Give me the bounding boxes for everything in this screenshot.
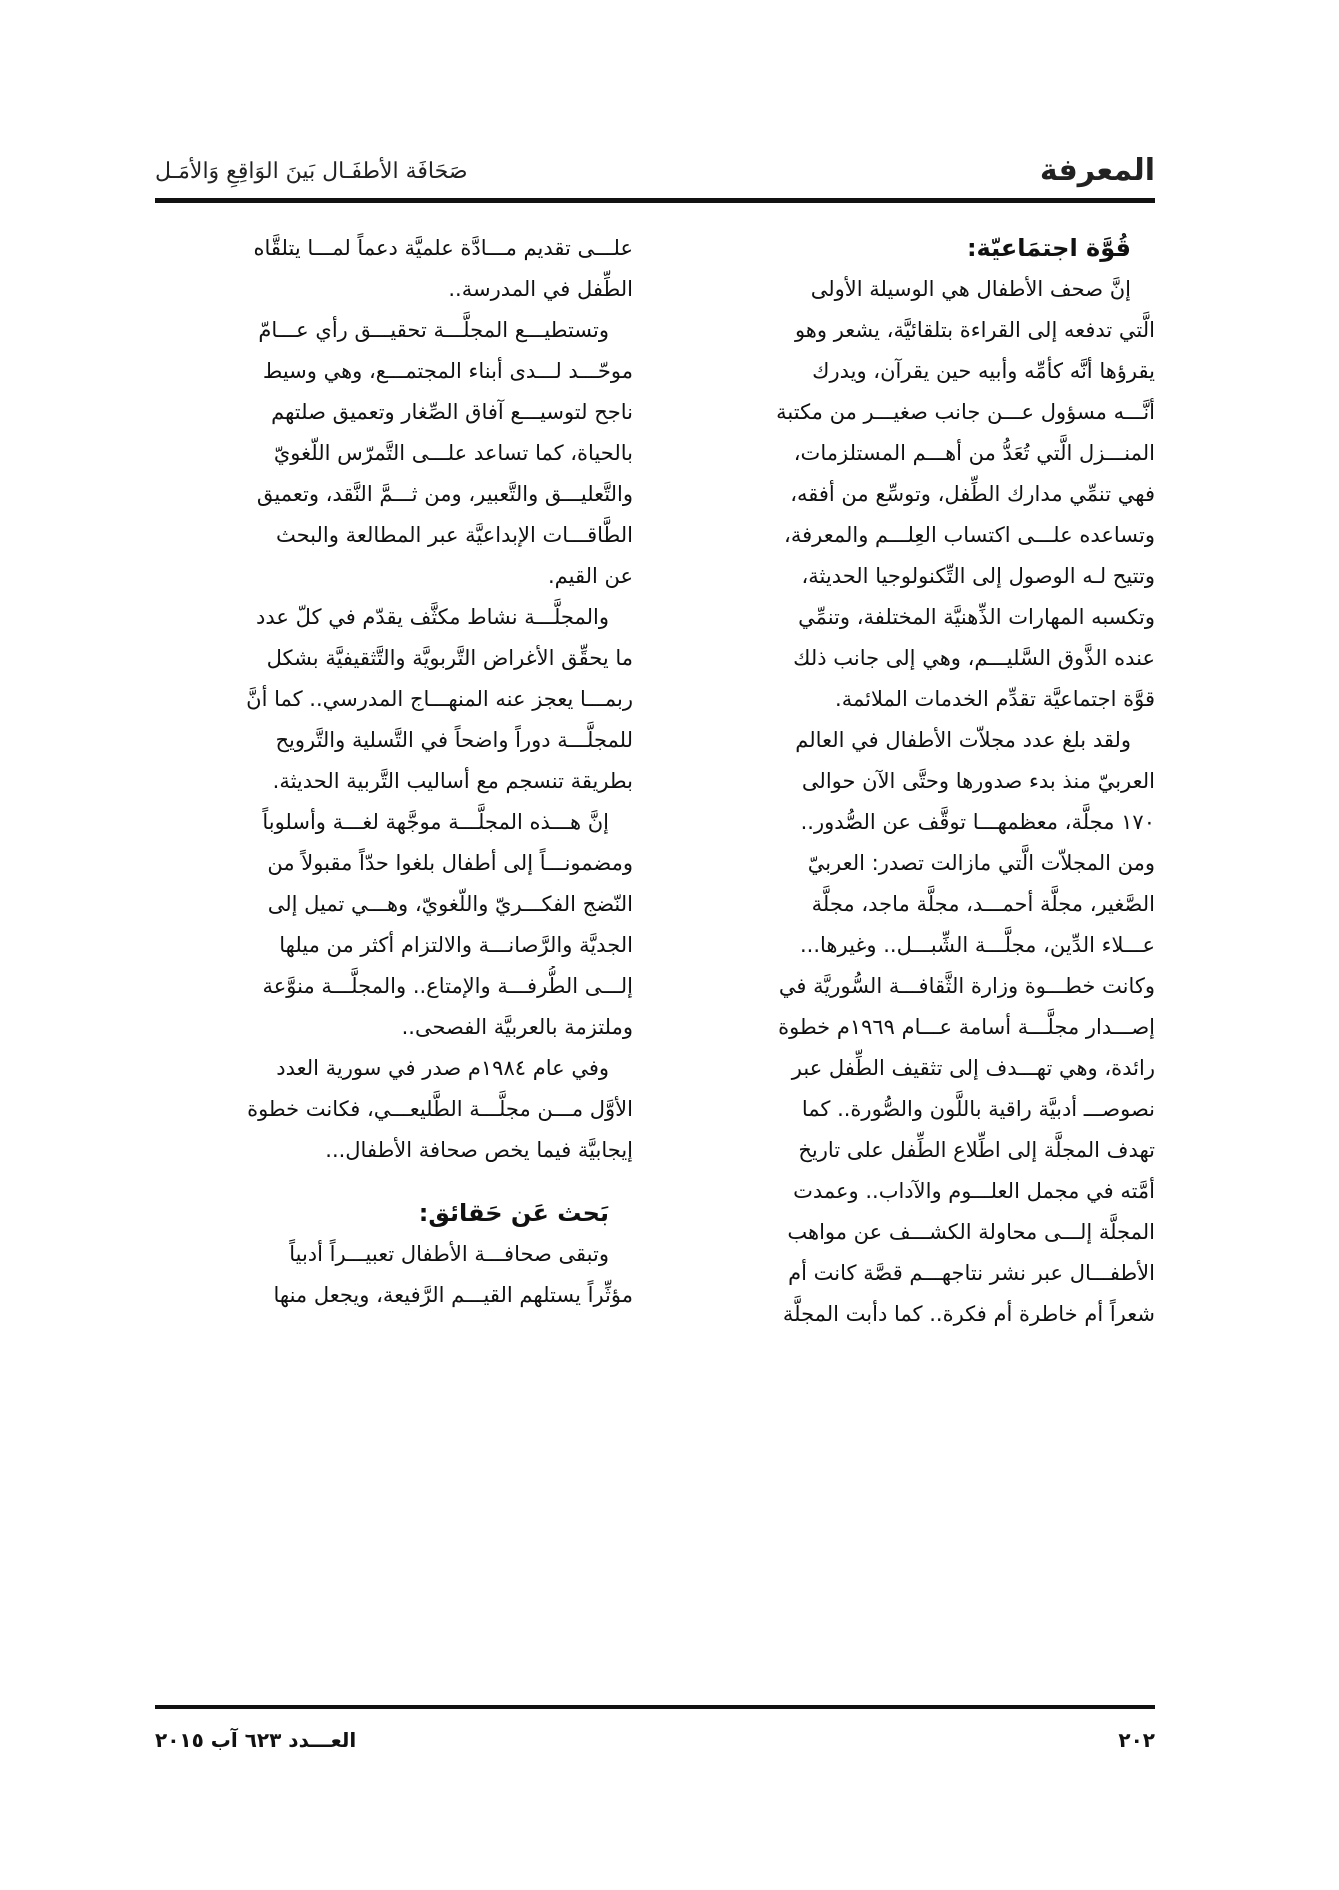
page-footer (155, 1722, 1155, 1758)
text-line: ومن المجلاّت الَّتي مازالت تصدر: العربيّ (807, 851, 1155, 875)
text-line: بطريقة تنسجم مع أساليب التَّربية الحديثة. (272, 769, 633, 793)
text-line: موحّـــد لـــدى أبناء المجتمـــع، وهي وسيط (262, 359, 633, 383)
paragraph (155, 802, 633, 1048)
text-line: إلـــى الطُّرفـــة والإمتاع.. والمجلَّـــة منوَّعة (262, 974, 633, 998)
text-line: أنَّـــه مسؤول عـــن جانب صغيـــر من مكتبة (776, 400, 1155, 424)
text-line: إيجابيَّة فيما يخص صحافة الأطفال... (325, 1138, 633, 1162)
text-line: الطَّاقـــات الإبداعيَّة عبر المطالعة والبحث (276, 523, 633, 547)
paragraph (155, 228, 633, 310)
text-line: وفي عام ١٩٨٤م صدر في سورية العدد (276, 1056, 609, 1080)
text-line: فهي تنمِّي مدارك الطِّفل، وتوسِّع من أفقه، (790, 482, 1155, 506)
text-line: الأطفـــال عبر نشر نتاجهـــم قصَّة كانت أم (788, 1261, 1155, 1285)
text-line: والتَّعليـــق والتَّعبير، ومن ثـــمَّ النَّقد، وتعميق (256, 482, 633, 506)
text-line: يقرؤها أنَّه كأمِّه وأبيه حين يقرآن، ويدرك (812, 359, 1155, 383)
text-line: أمَّته في مجمل العلـــوم والآداب.. وعمدت (793, 1179, 1155, 1203)
text-line: الَّتي تدفعه إلى القراءة بتلقائيَّة، يشعر وهو (794, 318, 1155, 342)
text-line: وكانت خطـــوة وزارة الثَّقافـــة السُّوريَّة في (778, 974, 1155, 998)
text-line: النّضج الفكـــريّ واللّغويّ، وهـــي تميل إلى (267, 892, 633, 916)
section-gap (155, 1171, 633, 1193)
text-line: وملتزمة بالعربيَّة الفصحى.. (401, 1015, 633, 1039)
text-line: الأوَّل مـــن مجلَّـــة الطَّليعـــي، فكانت خطوة (247, 1097, 633, 1121)
text-line: قوَّة اجتماعيَّة تقدِّم الخدمات الملائمة. (835, 687, 1155, 711)
text-line: نصوصـــ أدبيَّة راقية باللَّون والصُّورة.. كما (801, 1097, 1155, 1121)
text-line: وتبقى صحافـــة الأطفال تعبيـــراً أدبياً (289, 1242, 609, 1266)
text-line: ولقد بلغ عدد مجلاّت الأطفال في العالم (795, 728, 1131, 752)
text-line: علـــى تقديم مـــادَّة علميَّة دعماً لمـــا يتلقَّاه (253, 236, 633, 260)
text-line: ومضمونـــاً إلى أطفال بلغوا حدّاً مقبولاً من (267, 851, 633, 875)
text-line: عنده الذَّوق السَّليـــم، وهي إلى جانب ذلك (793, 646, 1155, 670)
paragraph (155, 597, 633, 802)
magazine-masthead: المعرفة (1039, 153, 1155, 188)
right-column (677, 228, 1155, 1335)
text-line: عـــلاء الدِّين، مجلَّـــة الشِّبـــل.. وغيرها... (800, 933, 1155, 957)
text-line: وتساعده علـــى اكتساب العِلـــم والمعرفة، (784, 523, 1155, 547)
footer-rule (155, 1705, 1155, 1709)
paragraph (677, 720, 1155, 1335)
paragraph (155, 1048, 633, 1171)
text-line: وتتيح لـه الوصول إلى التِّكنولوجيا الحديثة، (801, 564, 1155, 588)
text-line: ناجح لتوسيـــع آفاق الصِّغار وتعميق صلتهم (271, 400, 633, 424)
text-line: بالحياة، كما تساعد علـــى التَّمرّس اللّغويّ (273, 441, 633, 465)
text-line: وتستطيـــع المجلَّـــة تحقيـــق رأي عـــامّ (258, 318, 609, 342)
page-header (155, 145, 1155, 197)
text-line: إصـــدار مجلَّـــة أسامة عـــام ١٩٦٩م خطوة (778, 1015, 1155, 1039)
paragraph (155, 310, 633, 597)
text-line: وتكسبه المهارات الذِّهنيَّة المختلفة، وتنمِّي (798, 605, 1155, 629)
text-line: شعراً أم خاطرة أم فكرة.. كما دأبت المجلَّة (782, 1302, 1155, 1326)
header-rule (155, 198, 1155, 203)
text-line: إنَّ هـــذه المجلَّـــة موجَّهة لغـــة وأسلوباً (262, 810, 609, 834)
text-line: المجلَّة إلـــى محاولة الكشـــف عن مواهب (787, 1220, 1155, 1244)
text-line: الجديَّة والرَّصانـــة والالتزام أكثر من ميلها (279, 933, 633, 957)
text-line: للمجلَّـــة دوراً واضحاً في التَّسلية والتَّرويح (275, 728, 633, 752)
text-line: إنَّ صحف الأطفال هي الوسيلة الأولى (810, 277, 1131, 301)
paragraph (677, 269, 1155, 720)
left-column (155, 228, 633, 1316)
text-line: والمجلَّـــة نشاط مكثَّف يقدّم في كلّ عدد (256, 605, 609, 629)
paragraph (155, 1234, 633, 1316)
section-heading-social-force: قُوَّة اجتمَاعيّة: (966, 234, 1131, 262)
text-line: مؤثِّراً يستلهم القيـــم الرَّفيعة، ويجعل منها (273, 1283, 633, 1307)
text-line: عن القيم. (547, 564, 633, 588)
running-title: صَحَافَة الأطفَـال بَينَ الوَاقِعِ وَالأمَـل (155, 159, 468, 184)
text-line: الصَّغير، مجلَّة أحمـــد، مجلَّة ماجد، مجلَّة (811, 892, 1155, 916)
text-line: الطِّفل في المدرسة.. (448, 277, 633, 301)
issue-info: العـــدد ٦٢٣ آب ٢٠١٥ (155, 1728, 357, 1752)
page-number: ٢٠٢ (1118, 1728, 1155, 1752)
section-heading-facts: بَحث عَن حَقائق: (418, 1199, 609, 1227)
text-line: رائدة، وهي تهـــدف إلى تثقيف الطِّفل عبر (791, 1056, 1155, 1080)
text-line: ربمـــا يعجز عنه المنهـــاج المدرسي.. كما أنَّ (246, 687, 633, 711)
text-line: المنـــزل الَّتي تُعَدُّ من أهـــم المستلزمات، (793, 441, 1155, 465)
text-line: ١٧٠ مجلَّة، معظمهـــا توقَّف عن الصُّدور.. (800, 810, 1155, 834)
text-line: العربيّ منذ بدء صدورها وحتَّى الآن حوالى (801, 769, 1155, 793)
text-line: تهدف المجلَّة إلى اطِّلاع الطِّفل على تاريخ (798, 1138, 1155, 1162)
text-line: ما يحقِّق الأغراض التَّربويَّة والتَّثقيفيَّة بشكل (266, 646, 633, 670)
